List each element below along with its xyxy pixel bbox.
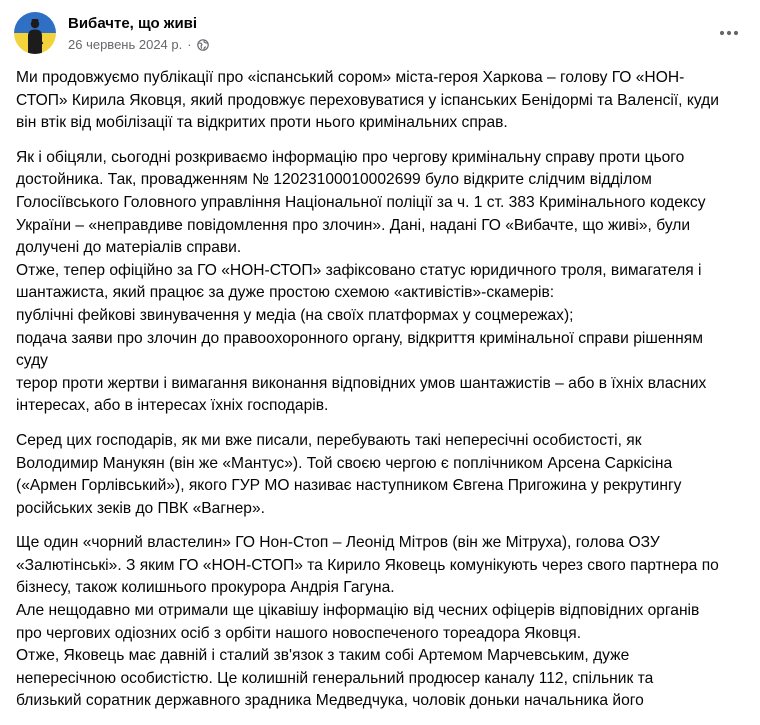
post-text-line: публічні фейкові звинувачення у медіа (на своїх платформах у соцмережах);	[16, 306, 574, 324]
post-text-line: подача заяви про злочин до правоохоронного органу, відкриття кримінальної справи рішенням	[16, 329, 703, 347]
post-text-line: достойника. Так, провадженням № 12023100010002699 було відкрите слідчим відділом	[16, 171, 652, 189]
post-text-line: Отже, Яковець має давній і сталий зв'язок з таким собі Артемом Марчевським, дуже	[16, 647, 630, 665]
post-text-line: інтересах, або в інтересах їхніх господарів.	[16, 397, 329, 415]
post-text-line: СТОП» Кирила Яковця, який продовжує переховуватися у іспанських Бенідормі та Валенсії, куди	[16, 91, 719, 109]
post-text-line: Серед цих господарів, як ми вже писали, перебувають такі непересічні особистості, як	[16, 431, 642, 449]
page-name[interactable]: Вибачте, що живі	[68, 15, 198, 32]
post-text-line: («Армен Горлівський»), якого ГУР МО називає наступником Євгена Пригожина у рекрутингу	[16, 477, 682, 495]
post-meta	[68, 37, 209, 52]
post-text-line: терор проти жертви і вимагання виконання відповідних умов шантажистів – або в їхніх власних	[16, 374, 707, 392]
post-text-line: він втік від мобілізації та відкритих проти нього кримінальних справ.	[16, 114, 508, 132]
globe-icon[interactable]	[197, 39, 209, 51]
post-text-line: шантажиста, який працює за дуже простою схемою «активістів»-скамерів:	[16, 284, 555, 302]
post-text	[16, 67, 744, 725]
post-text-line: Ще один «чорний властелин» ГО Нон-Стоп – Леонід Мітров (він же Мітруха), голова ОЗУ	[16, 534, 660, 552]
post-paragraph	[16, 67, 744, 135]
post-text-line: про чергових одіозних осіб з орбіти нашого новоспеченого тореадора Яковця.	[16, 624, 582, 642]
post-text-line: російських зеків до ПВК «Вагнер».	[16, 499, 265, 517]
post-text-line: України – «неправдиве повідомлення про злочин». Дані, надані ГО «Вибачте, що живі», були	[16, 216, 691, 234]
post-paragraph	[16, 532, 744, 713]
more-options-button[interactable]	[714, 18, 744, 48]
post-text-line: долучені до матеріалів справи.	[16, 239, 242, 257]
post-text-line: «Залютінські». З яким ГО «НОН-СТОП» та Кирило Яковець комунікують через свого партнера по	[16, 556, 719, 574]
post-date[interactable]: 26 червень 2024 р.	[68, 37, 183, 52]
post-text-line: суду	[16, 352, 48, 370]
post-paragraph	[16, 430, 744, 520]
post-text-line: бізнесу, також колишнього прокурора Андрія Гагуна.	[16, 579, 395, 597]
post-header	[14, 12, 746, 58]
post-paragraph	[16, 147, 744, 418]
post-text-line: Як і обіцяли, сьогодні розкриваємо інформацію про чергову кримінальну справу проти цього	[16, 148, 685, 166]
post-text-line: Ми продовжуємо публікації про «іспанський сором» міста-героя Харкова – голову ГО «НОН-	[16, 69, 685, 86]
avatar-soldier-flag-icon	[14, 12, 56, 54]
post-text-line: близький соратник державного зрадника Медведчука, чоловік доньки начальника його	[16, 692, 644, 710]
post-text-line: Але нещодавно ми отримали ще цікавішу інформацію від чесних офіцерів відповідних органів	[16, 602, 700, 620]
more-horizontal-icon	[719, 30, 739, 36]
post-text-line: Отже, тепер офіційно за ГО «НОН-СТОП» зафіксовано статус юридичного троля, вимагателя і	[16, 261, 702, 279]
meta-separator: ·	[187, 37, 192, 52]
avatar[interactable]	[14, 12, 56, 54]
post-text-line: непересічною особистістю. Це колишній генеральний продюсер каналу 112, спільник та	[16, 669, 654, 687]
post-text-line: Голосіївського Головного управління Національної поліції за ч. 1 ст. 383 Кримінального кодексу	[16, 193, 706, 211]
post-text-line: Володимир Манукян (він же «Мантус»). Той своєю чергою є поплічником Арсена Саркісіна	[16, 454, 673, 472]
